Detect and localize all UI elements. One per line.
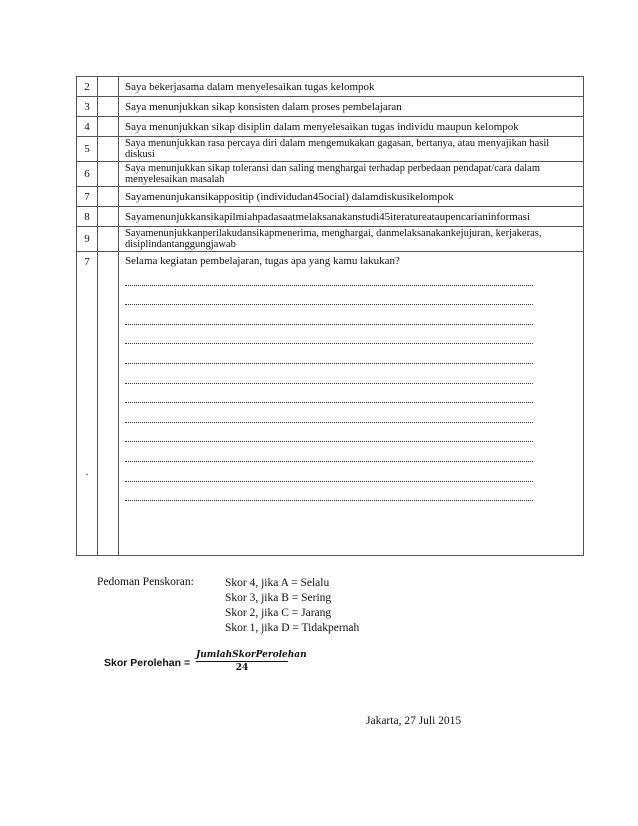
check-cell [98,252,119,556]
answer-line[interactable] [125,348,577,368]
answer-line[interactable] [125,368,577,388]
table-row [77,227,584,252]
statement-text: Saya menunjukkan sikap konsisten dalam proses pembelajaran [119,97,584,117]
check-cell[interactable] [98,117,119,137]
answer-line[interactable] [125,309,577,329]
answer-line[interactable] [125,388,577,408]
check-cell[interactable] [98,77,119,97]
open-question-cell [119,252,584,556]
table-row [77,97,584,117]
table-row [77,137,584,162]
answer-line[interactable] [125,270,577,290]
table-row [77,187,584,207]
statement-text: Sayamenunjukansikappositip (individudan45ocial) dalamdiskusikelompok [119,187,584,207]
answer-line[interactable] [125,290,577,310]
table-row [77,117,584,137]
row-mark: . [85,466,89,478]
open-question-row [77,252,584,556]
statement-text: Sayamenunjukkanperilakudansikapmenerima, menghargai, danmelaksanakankejujuran, kerjakeras, disiplindantanggungjawab [119,227,584,252]
scoring-item: Skor 2, jika C = Jarang [225,607,332,619]
answer-line[interactable] [125,407,577,427]
answer-lines[interactable] [125,270,577,505]
scoring-item: Skor 4, jika A = Selalu [225,577,330,589]
row-number: 7 [77,187,98,207]
formula-numerator: JumlahSkorPerolehan [196,650,307,660]
formula-denominator: 24 [235,663,249,673]
check-cell[interactable] [98,97,119,117]
answer-line[interactable] [125,466,577,486]
check-cell[interactable] [98,187,119,207]
row-number: 3 [77,97,98,117]
check-cell[interactable] [98,162,119,187]
statement-text: Saya bekerjasama dalam menyelesaikan tugas kelompok [119,77,584,97]
answer-line[interactable] [125,486,577,506]
scoring-label: Pedoman Penskoran: [97,576,194,588]
check-cell[interactable] [98,207,119,227]
statement-text: Saya menunjukkan sikap toleransi dan saling menghargai terhadap perbedaan pendapat/cara dalam menyelesaikan masalah [119,162,584,187]
answer-line[interactable] [125,446,577,466]
row-number-cell [77,252,98,556]
check-cell[interactable] [98,137,119,162]
answer-line[interactable] [125,427,577,447]
answer-line[interactable] [125,329,577,349]
row-number: 9 [77,227,98,252]
open-question-text: Selama kegiatan pembelajaran, tugas apa yang kamu lakukan? [125,255,400,267]
scoring-item: Skor 1, jika D = Tidakpernah [225,622,360,634]
table-row [77,77,584,97]
statement-text: Saya menunjukkan rasa percaya diri dalam mengemukakan gagasan, bertanya, atau menyajikan hasil diskusi [119,137,584,162]
self-assessment-table [76,76,584,556]
formula-fraction [196,650,307,673]
scoring-list [225,576,359,636]
table-row [77,207,584,227]
statement-text: Saya menunjukkan sikap disiplin dalam menyelesaikan tugas individu maupun kelompok [119,117,584,137]
row-number: 4 [77,117,98,137]
row-number: 7 [84,256,90,268]
row-number: 8 [77,207,98,227]
check-cell[interactable] [98,227,119,252]
place-date: Jakarta, 27 Juli 2015 [366,715,462,727]
row-number: 5 [77,137,98,162]
statement-text: Sayamenunjukkansikapilmiahpadasaatmelaksanakanstudi45iteratureataupencarianinformasi [119,207,584,227]
row-number: 2 [77,77,98,97]
scoring-item: Skor 3, jika B = Sering [225,592,332,604]
table-row [77,162,584,187]
row-number: 6 [77,162,98,187]
formula-label: Skor Perolehan = [104,657,191,669]
